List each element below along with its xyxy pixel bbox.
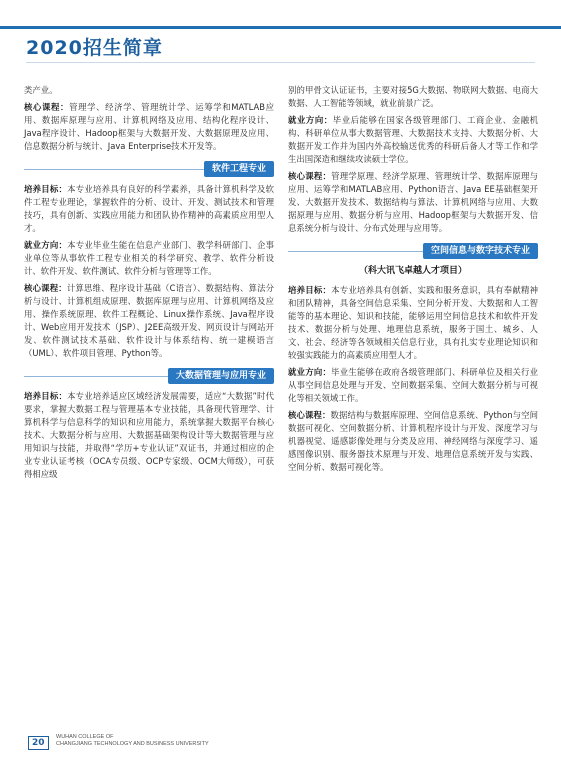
section-subheading: （科大讯飞卓越人才项目） [358,266,467,276]
section-heading-spatial-information [288,243,538,259]
text: 毕业后能够在国家各级管理部门、工商企业、金融机构、科研单位从事大数据管理、大数据技术支持、大数据分析、大数据开发工作并为国内外高校输送优秀的科研后备人才等工作和学生出国深造和继续攻读硕士学位。 [288,115,539,164]
paragraph [24,390,274,481]
label-employment: 就业方向： [288,367,332,377]
paragraph [24,101,274,153]
divider [24,376,168,377]
header-divider [26,62,535,63]
label-core-courses: 核心课程： [288,410,331,420]
section-heading-software-engineering [24,161,274,177]
paragraph [288,170,538,235]
paragraph [288,366,538,405]
paragraph [24,239,274,278]
header-accent-band [0,26,561,29]
text: 计算思维、程序设计基础（C语言）、数据结构、算法分析与设计、计算机组成原理、数据库原理与应用、计算机网络及应用、操作系统原理、软件工程概论、Linux操作系统、Java程序设计、Web应用开发技术（JSP）、J2EE高级开发、网页设计与网站开发、软件测试技术基础、软件设计与体系结构、统一建模语言（UML）、软件项目管理、Python等。 [24,283,275,358]
section-tag: 软件工程专业 [204,161,274,177]
text: 本专业培养具有良好的科学素养，具备计算机科学及软件工程专业理论，掌握软件的分析、设计、开发、测试技术和管理技巧，具有创新、实践应用能力和团队协作精神的高素质应用型人才。 [24,184,275,233]
label-training-goal: 培养目标： [288,285,332,295]
divider [24,169,204,170]
text: 类产业。 [24,85,58,95]
label-training-goal: 培养目标： [24,391,68,401]
label-training-goal: 培养目标： [24,184,68,194]
section-heading-big-data-management [24,368,274,384]
section-tag: 大数据管理与应用专业 [168,368,274,384]
right-column [288,84,538,478]
text: 管理学、经济学、管理统计学、运筹学和MATLAB应用、数据库原理与应用、计算机网络及应用、结构化程序设计、Java程序设计、Hadoop框架与大数据开发、大数据原理及应用、信息数据分析与统计、Java Enterprise技术开发等。 [24,102,274,151]
label-core-courses: 核心课程： [24,283,67,293]
text: 管理学原理、经济学原理、管理统计学、数据库原理与应用、运筹学和MATLAB应用、Python语言、Java EE基础框架开发、大数据开发技术、数据结构与算法、计算机网络与应用、大数据原理与应用、数据分析与应用、Hadoop框架与大数据开发、信息系统分析与设计、分布式处理与应用等。 [288,171,539,233]
label-core-courses: 核心课程： [288,171,332,181]
school-name [56,734,209,748]
divider [288,251,423,252]
label-employment: 就业方向： [24,240,68,250]
text: 本专业培养具有创新、实践和服务意识，具有奉献精神和团队精神，具备空间信息采集、空间分析开发、大数据和人工智能等的基本理论、知识和技能，能够运用空间信息技术和软件开发技术、数据分析与处理、地理信息系统，服务于国土、城乡、人文、社会、经济等各领域相关信息行业，具有扎实专业理论知识和较强实践能力的高素质应用型人才。 [288,285,539,360]
school-name-line: WUHAN COLLEGE OF [56,734,114,740]
paragraph [24,84,274,97]
page-header [0,0,561,72]
page-footer [0,728,561,768]
left-column [24,84,274,485]
text: 别的甲骨文认证证书，主要对接5G大数据、物联网大数据、电商大数据、人工智能等领域，就业前景广泛。 [288,85,538,108]
page-title: 2020招生简章 [26,37,163,59]
text: 数据结构与数据库原理、空间信息系统、Python与空间数据可视化、空间数据分析、计算机程序设计与开发、深度学习与机器视觉、遥感影像处理与分类及应用、神经网络与深度学习、遥感图像识别、服务器技术原理与开发、地理信息系统开发与实践、空间分析、数据可视化等。 [288,410,539,472]
label-core-courses: 核心课程： [24,102,70,112]
label-employment: 就业方向： [288,115,333,125]
paragraph [24,183,274,235]
section-tag: 空间信息与数字技术专业 [423,243,538,259]
school-name-line: CHANGJIANG TECHNOLOGY AND BUSINESS UNIVERSITY [56,741,209,747]
paragraph [288,284,538,362]
paragraph [288,409,538,474]
page-number: 20 [28,736,49,750]
paragraph [24,282,274,360]
text: 毕业生能够在政府各级管理部门、科研单位及相关行业从事空间信息处理与开发、空间数据采集、空间大数据分析与可视化等相关领域工作。 [288,367,539,403]
text: 本专业培养适应区域经济发展需要，适应“大数据”时代要求，掌握大数据工程与管理基本专业技能，具备现代管理学、计算机科学与信息科学的知识和应用能力，系统掌握大数据平台核心技术、大数据分析与应用、大数据基础架构设计等大数据管理与应用知识与技能，并取得“学历+专业认证”双证书，并通过相应的企业专业认证考核（OCA专员级、OCP专家级、OCM大师级），可获得相应级 [24,391,275,479]
paragraph [288,114,538,166]
text: 本专业毕业生能在信息产业部门、教学科研部门、企事业单位等从事软件工程专业相关的科学研究、教学、软件分析设计、软件开发、软件测试、软件分析与管理等工作。 [24,240,275,276]
paragraph [288,84,538,110]
